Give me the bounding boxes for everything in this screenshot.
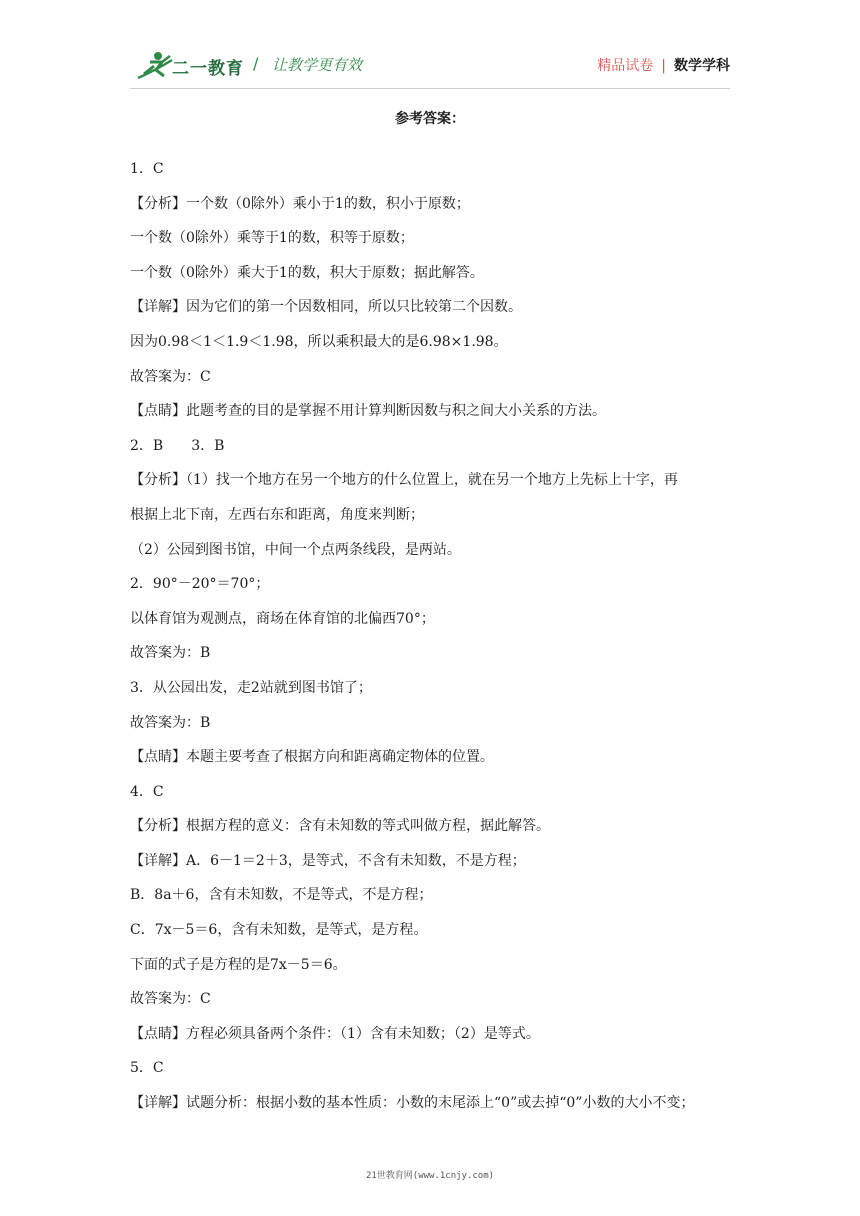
text-line: 根据上北下南，左西右东和距离，角度来判断；: [130, 506, 424, 523]
text-line: 【点睛】此题考查的目的是掌握不用计算判断因数与积之间大小关系的方法。: [130, 403, 606, 420]
text-line: 【详解】试题分析：根据小数的基本性质：小数的末尾添上“0”或去掉“0”小数的大小不变；: [130, 1095, 695, 1112]
text-line: 【点睛】本题主要考查了根据方向和距离确定物体的位置。: [130, 749, 494, 766]
slogan-separator: /: [253, 54, 259, 73]
brand-name: 二一教育: [172, 59, 244, 79]
text-line: 【分析】一个数（0除外）乘小于1的数，积小于原数；: [130, 195, 470, 212]
text-line: 以体育馆为观测点，商场在体育馆的北偏西70°；: [130, 610, 435, 627]
text-line: 故答案为：B: [130, 714, 211, 731]
label-subject: 数学学科: [674, 58, 730, 74]
text-line: 【详解】因为它们的第一个因数相同，所以只比较第二个因数。: [130, 299, 522, 316]
text-line: 3．从公园出发，走2站就到图书馆了；: [130, 679, 372, 696]
text-line: （2）公园到图书馆，中间一个点两条线段，是两站。: [130, 541, 461, 558]
text-line: 【详解】A．6－1＝2＋3，是等式，不含有未知数，不是方程；: [130, 852, 526, 869]
text-line: 一个数（0除外）乘大于1的数，积大于原数；据此解答。: [130, 264, 484, 281]
text-line: 【分析】根据方程的意义：含有未知数的等式叫做方程，据此解答。: [130, 818, 550, 835]
text-line: B．8a＋6，含有未知数，不是等式，不是方程；: [130, 887, 433, 904]
text-line: 故答案为：B: [130, 645, 211, 662]
text-line: 2．B 3．B: [130, 437, 225, 454]
text-line: 【分析】（1）找一个地方在另一个地方的什么位置上，就在另一个地方上先标上十字，再: [130, 472, 678, 489]
text-line: C．7x－5＝6，含有未知数，是等式，是方程。: [130, 922, 428, 939]
text-line: 下面的式子是方程的是7x－5＝6。: [130, 956, 347, 973]
text-line: 一个数（0除外）乘等于1的数，积等于原数；: [130, 230, 414, 247]
text-line: 因为0.98＜1＜1.9＜1.98，所以乘积最大的是6.98×1.98。: [130, 333, 508, 350]
page-footer: 21世教育网(www.1cnjy.com): [365, 1171, 495, 1181]
text-line: 5．C: [130, 1060, 164, 1077]
text-line: 1．C: [130, 161, 164, 177]
text-line: 4．C: [130, 783, 164, 800]
text-line: 故答案为：C: [130, 991, 211, 1008]
header-rule: [130, 88, 730, 89]
text-line: 2．90°－20°＝70°；: [130, 576, 270, 593]
header-divider: |: [661, 58, 666, 74]
slogan: 让教学更有效: [272, 56, 363, 74]
text-line: 故答案为：C: [130, 368, 211, 385]
answer-content: [130, 152, 730, 1121]
page-header: [0, 0, 860, 100]
text-line: 【点睛】方程必须具备两个条件：（1）含有未知数；（2）是等式。: [130, 1025, 540, 1042]
page-title: 参考答案：: [395, 111, 465, 127]
header-right: [597, 55, 730, 75]
label-premium-paper: 精品试卷: [597, 58, 654, 74]
